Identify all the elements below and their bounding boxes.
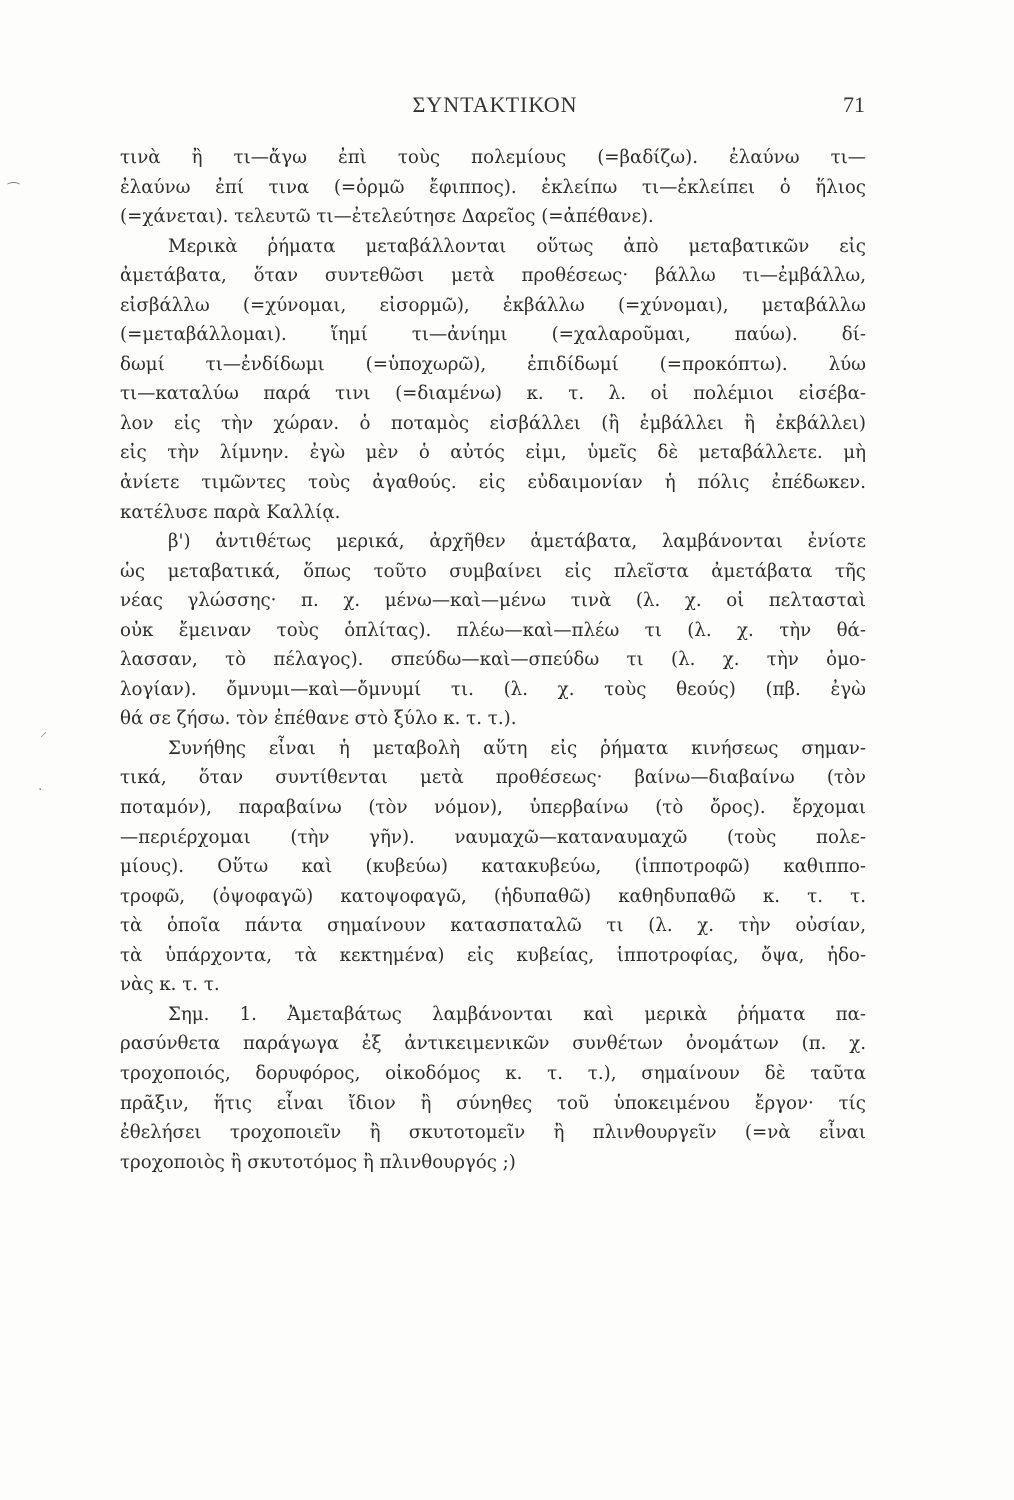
- text-line: τινὰ ἢ τι—ἄγω ἐπὶ τοὺς πολεμίους (=βαδίζω). ἐλαύνω τι—: [120, 147, 866, 168]
- text-line: τὰ ὑπάρχοντα, τὰ κεκτημένα) εἰς κυβείας, ἱπποτροφίας, ὄψα, ἡδο-: [120, 944, 866, 966]
- text-line: εἰσβάλλω (=χύνομαι, εἰσορμῶ), ἐκβάλλω (=χύνομαι), μεταβάλλω: [120, 294, 866, 316]
- text-line: Μερικὰ ῥήματα μεταβάλλονται οὕτως ἀπὸ μεταβατικῶν εἰς: [168, 235, 866, 257]
- text-line: ποταμόν), παραβαίνω (τὸν νόμον), ὑπερβαίνω (τὸ ὄρος). ἔρχομαι: [120, 797, 866, 819]
- text-line: ἀμετάβατα, ὅταν συντεθῶσι μετὰ προθέσεως· βάλλω τι—ἐμβάλλω,: [120, 265, 866, 287]
- text-line: κατέλυσε παρὰ Καλλίᾳ.: [120, 501, 341, 523]
- page-number: 71: [843, 92, 865, 117]
- text-line: λογίαν). ὄμνυμι—καὶ—ὄμνυμί τι. (λ. χ. τοὺς θεούς) (πβ. ἐγὼ: [120, 678, 866, 700]
- text-line: (=χάνεται). τελευτῶ τι—ἐτελεύτησε Δαρεῖος (=ἀπέθανε).: [120, 206, 654, 228]
- text-line: ρασύνθετα παράγωγα ἐξ ἀντικειμενικῶν συνθέτων ὀνομάτων (π. χ.: [120, 1033, 866, 1055]
- text-line: ἐλαύνω ἐπί τινα (=ὁρμῶ ἔφιππος). ἐκλείπω τι—ἐκλείπει ὁ ἥλιος: [120, 176, 866, 198]
- margin-mark: ⸍: [40, 730, 47, 746]
- text-line: λον εἰς τὴν χώραν. ὁ ποταμὸς εἰσβάλλει (ἢ ἐμβάλλει ἢ ἐκβάλλει): [120, 412, 866, 434]
- text-line: τὰ ὁποῖα πάντα σημαίνουν κατασπαταλῶ τι (λ. χ. τὴν οὐσίαν,: [120, 915, 866, 937]
- text-line: νέας γλώσσης· π. χ. μένω—καὶ—μένω τινὰ (λ. χ. οἱ πελτασταὶ: [120, 590, 866, 612]
- margin-mark: ⁀: [8, 183, 20, 199]
- text-line: θά σε ζήσω. τὸν ἐπέθανε στὸ ξύλο κ. τ. τ.).: [120, 708, 517, 730]
- text-line: Συνήθης εἶναι ἡ μεταβολὴ αὕτη εἰς ῥήματα κινήσεως σημαν-: [168, 737, 866, 759]
- text-line: τροφῶ, (ὀψοφαγῶ) κατοψοφαγῶ, (ἡδυπαθῶ) καθηδυπαθῶ κ. τ. τ.: [120, 885, 866, 907]
- text-line: οὐκ ἔμειναν τοὺς ὁπλίτας). πλέω—καὶ—πλέω τι (λ. χ. τὴν θά-: [120, 619, 866, 641]
- text-line: τροχοποιός, δορυφόρος, οἰκοδόμος κ. τ. τ.), σημαίνουν δὲ ταῦτα: [120, 1062, 866, 1084]
- text-line: ὡς μεταβατικά, ὅπως τοῦτο συμβαίνει εἰς πλεῖστα ἀμετάβατα τῆς: [120, 560, 866, 582]
- text-line: λασσαν, τὸ πέλαγος). σπεύδω—καὶ—σπεύδω τι (λ. χ. τὴν ὁμο-: [120, 649, 866, 671]
- text-line: νὰς κ. τ. τ.: [120, 974, 220, 996]
- text-line: ἐθελήσει τροχοποιεῖν ἢ σκυτοτομεῖν ἢ πλινθουργεῖν (=νὰ εἶναι: [120, 1122, 866, 1144]
- text-line: μίους). Οὕτω καὶ (κυβεύω) κατακυβεύω, (ἱπποτροφῶ) καθιππο-: [120, 856, 866, 878]
- text-line: (=μεταβάλλομαι). ἵημί τι—ἀνίημι (=χαλαροῦμαι, παύω). δί-: [120, 324, 866, 346]
- text-line: ἀνίετε τιμῶντες τοὺς ἀγαθούς. εἰς εὐδαιμονίαν ἡ πόλις ἐπέδωκεν.: [120, 472, 866, 494]
- text-line: Σημ. 1. Ἀμεταβάτως λαμβάνονται καὶ μερικὰ ῥήματα πα-: [168, 1003, 866, 1025]
- margin-mark: ·: [38, 782, 43, 798]
- text-line: πρᾶξιν, ἥτις εἶναι ἴδιον ἢ σύνηθες τοῦ ὑποκειμένου ἔργον· τίς: [120, 1092, 866, 1114]
- text-line: δωμί τι—ἐνδίδωμι (=ὑποχωρῶ), ἐπιδίδωμί (=προκόπτω). λύω: [120, 353, 866, 375]
- text-line: —περιέρχομαι (τὴν γῆν). ναυμαχῶ—καταναυμαχῶ (τοὺς πολε-: [120, 826, 866, 848]
- text-line: τι—καταλύω παρά τινι (=διαμένω) κ. τ. λ. οἱ πολέμιοι εἰσέβα-: [120, 383, 866, 405]
- text-line: β') ἀντιθέτως μερικά, ἀρχῆθεν ἀμετάβατα, λαμβάνονται ἐνίοτε: [168, 531, 866, 553]
- text-line: τροχοποιὸς ἢ σκυτοτόμος ἢ πλινθουργός ;): [120, 1151, 516, 1173]
- page-header: [125, 92, 865, 128]
- running-title: ΣΥΝΤΑΚΤΙΚΟΝ: [412, 92, 578, 117]
- text-line: τικά, ὅταν συντίθενται μετὰ προθέσεως· βαίνω—διαβαίνω (τὸν: [120, 767, 866, 789]
- body-text: [120, 143, 866, 1177]
- text-line: εἰς τὴν λίμνην. ἐγὼ μὲν ὁ αὐτός εἰμι, ὑμεῖς δὲ μεταβάλλετε. μὴ: [120, 442, 866, 464]
